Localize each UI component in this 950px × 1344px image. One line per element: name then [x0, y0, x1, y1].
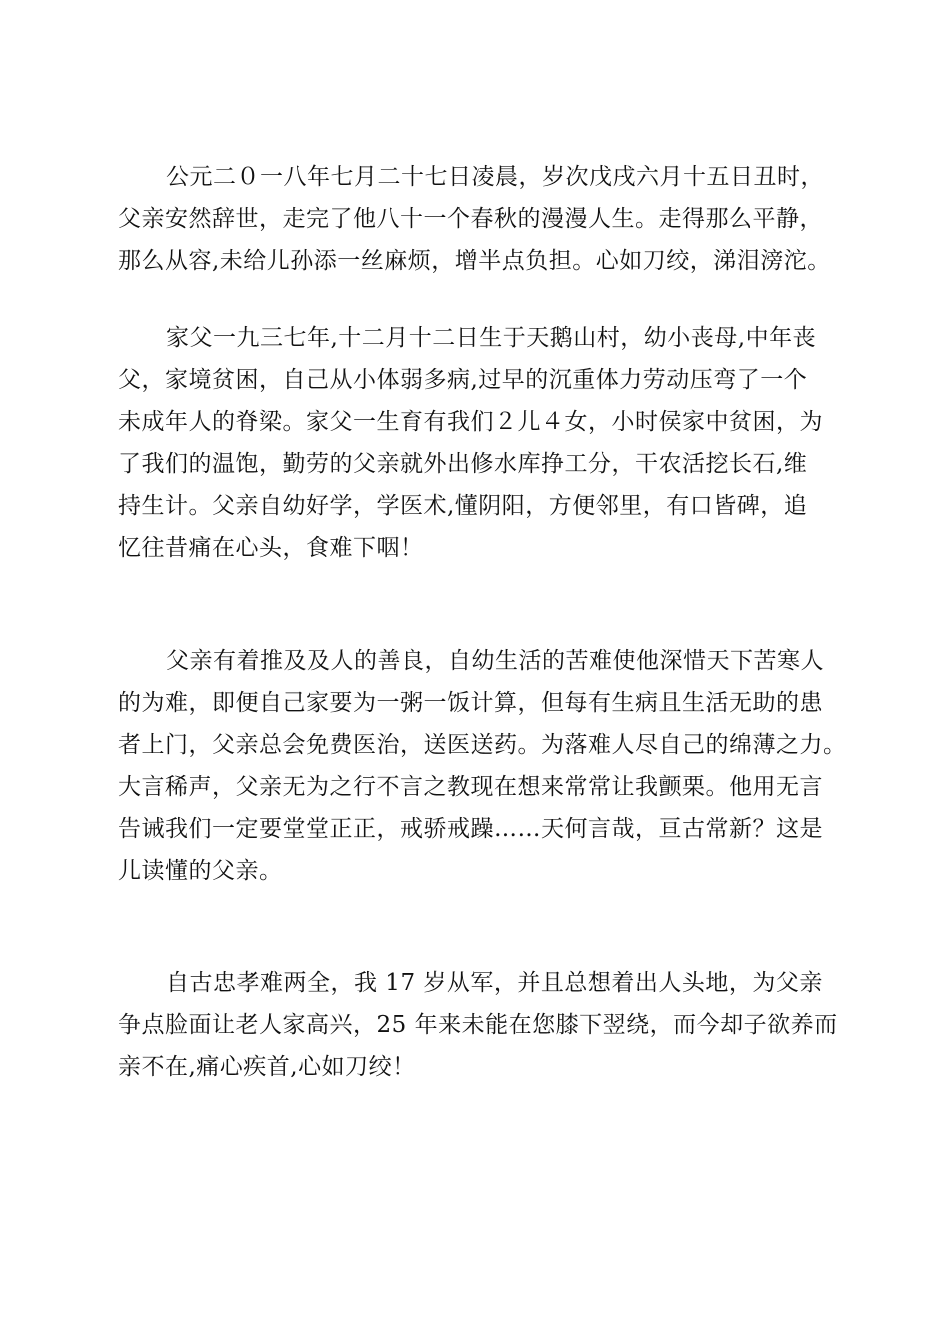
paragraph-line: 公元二０一八年七月二十七日凌晨，岁次戊戌六月十五日丑时，: [166, 164, 824, 190]
paragraph-1: [118, 156, 848, 282]
paragraph-line: 父亲安然辞世，走完了他八十一个春秋的漫漫人生。走得那么平静，: [118, 206, 823, 232]
paragraph-2: [118, 317, 848, 569]
paragraph-line: 自古忠孝难两全，我 17 岁从军，并且总想着出人头地，为父亲: [166, 970, 823, 996]
paragraph-line: 的为难，即便自己家要为一粥一饭计算，但每有生病且生活无助的患: [118, 690, 823, 716]
paragraph-line: 亲不在,痛心疾首,心如刀绞！: [118, 1054, 416, 1080]
paragraph-line: 那么从容,未给儿孙添一丝麻烦，增半点负担。心如刀绞，涕泪滂沱。: [118, 248, 831, 274]
paragraph-line: 大言稀声，父亲无为之行不言之教现在想来常常让我颤栗。他用无言: [118, 774, 823, 800]
paragraph-line: 儿读懂的父亲。: [118, 858, 283, 884]
paragraph-line: 忆往昔痛在心头，食难下咽！: [118, 535, 424, 561]
paragraph-line: 家父一九三七年,十二月十二日生于天鹅山村，幼小丧母,中年丧: [166, 325, 817, 351]
paragraph-line: 父亲有着推及及人的善良，自幼生活的苦难使他深惜天下苦寒人: [166, 648, 824, 674]
paragraph-line: 者上门，父亲总会免费医治，送医送药。为落难人尽自己的绵薄之力。: [118, 732, 847, 758]
paragraph-line: 告诫我们一定要堂堂正正，戒骄戒躁……天何言哉，亘古常新？这是: [118, 816, 823, 842]
paragraph-line: 未成年人的脊梁。家父一生育有我们２儿４女，小时侯家中贫困，为: [118, 409, 823, 435]
paragraph-line: 持生计。父亲自幼好学，学医术,懂阴阳，方便邻里，有口皆碑，追: [118, 493, 808, 519]
paragraph-4: [118, 962, 848, 1088]
paragraph-line: 争点脸面让老人家高兴，25 年来未能在您膝下翌绕，而今却子欲养而: [118, 1012, 838, 1038]
paragraph-line: 了我们的温饱，勤劳的父亲就外出修水库挣工分，干农活挖长石,维: [118, 451, 808, 477]
paragraph-3: [118, 640, 848, 892]
paragraph-line: 父，家境贫困，自己从小体弱多病,过早的沉重体力劳动压弯了一个: [118, 367, 808, 393]
